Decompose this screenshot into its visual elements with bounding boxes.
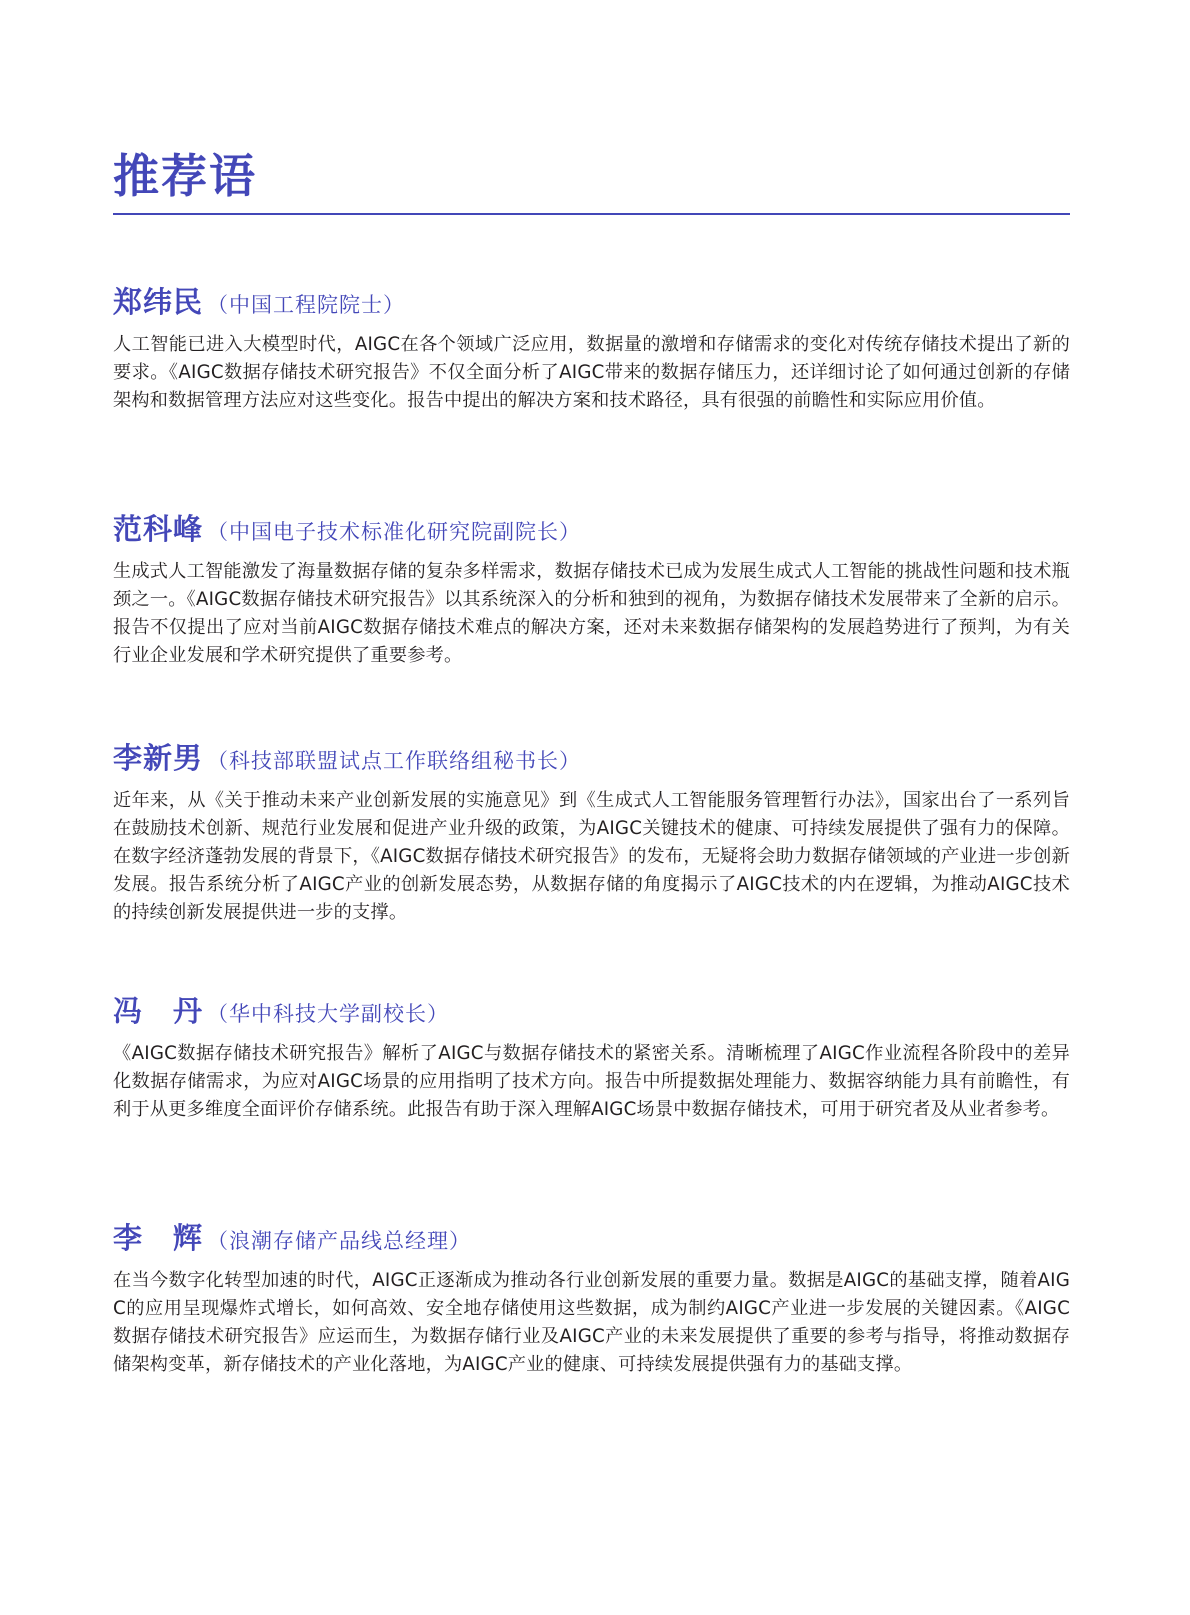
recommendation-text: 生成式人工智能激发了海量数据存储的复杂多样需求，数据存储技术已成为发展生成式人工智能的挑战性问题和技术瓶颈之一。《AIGC数据存储技术研究报告》以其系统深入的分析和独到的视角，为数据存储技术发展带来了全新的启示。报告不仅提出了应对当前AIGC数据存储技术难点的解决方案，还对未来数据存储架构的发展趋势进行了预判，为有关行业企业发展和学术研究提供了重要参考。 bbox=[113, 561, 1070, 666]
recommender-name: 李 辉 bbox=[113, 1221, 204, 1255]
recommendation-li-xinnan bbox=[113, 736, 1070, 927]
recommender-name: 冯 丹 bbox=[113, 994, 204, 1028]
recommendation-zheng-weimin bbox=[113, 280, 1070, 415]
recommender-name: 范科峰 bbox=[113, 512, 204, 546]
recommender-name: 李新男 bbox=[113, 741, 204, 775]
recommendation-li-hui bbox=[113, 1216, 1070, 1379]
recommendation-feng-dan bbox=[113, 989, 1070, 1124]
recommendation-fan-kefeng bbox=[113, 507, 1070, 670]
recommendation-text: 《AIGC数据存储技术研究报告》解析了AIGC与数据存储技术的紧密关系。清晰梳理了AIGC作业流程各阶段中的差异化数据存储需求，为应对AIGC场景的应用指明了技术方向。报告中所提数据处理能力、数据容纳能力具有前瞻性，有利于从更多维度全面评价存储系统。此报告有助于深入理解AIGC场景中数据存储技术，可用于研究者及从业者参考。 bbox=[113, 1043, 1070, 1120]
recommender-role: （华中科技大学副校长） bbox=[207, 1002, 450, 1026]
recommendation-heading bbox=[113, 736, 1070, 780]
recommendation-text: 人工智能已进入大模型时代，AIGC在各个领域广泛应用，数据量的激增和存储需求的变化对传统存储技术提出了新的要求。《AIGC数据存储技术研究报告》不仅全面分析了AIGC带来的数据存储压力，还详细讨论了如何通过创新的存储架构和数据管理方法应对这些变化。报告中提出的解决方案和技术路径，具有很强的前瞻性和实际应用价值。 bbox=[113, 334, 1070, 411]
recommendation-heading bbox=[113, 1216, 1070, 1260]
recommendation-heading bbox=[113, 989, 1070, 1033]
page-title: 推荐语 bbox=[113, 149, 257, 203]
title-divider bbox=[113, 213, 1070, 215]
recommendation-heading bbox=[113, 507, 1070, 551]
recommender-role: （浪潮存储产品线总经理） bbox=[207, 1229, 472, 1253]
recommender-name: 郑纬民 bbox=[113, 285, 204, 319]
recommender-role: （科技部联盟试点工作联络组秘书长） bbox=[207, 749, 582, 773]
recommendation-heading bbox=[113, 280, 1070, 324]
recommender-role: （中国工程院院士） bbox=[207, 293, 406, 317]
recommendation-text: 近年来，从《关于推动未来产业创新发展的实施意见》到《生成式人工智能服务管理暂行办法》，国家出台了一系列旨在鼓励技术创新、规范行业发展和促进产业升级的政策，为AIGC关键技术的健康、可持续发展提供了强有力的保障。在数字经济蓬勃发展的背景下，《AIGC数据存储技术研究报告》的发布，无疑将会助力数据存储领域的产业进一步创新发展。报告系统分析了AIGC产业的创新发展态势，从数据存储的角度揭示了AIGC技术的内在逻辑，为推动AIGC技术的持续创新发展提供进一步的支撑。 bbox=[113, 790, 1070, 923]
recommendation-text: 在当今数字化转型加速的时代，AIGC正逐渐成为推动各行业创新发展的重要力量。数据是AIGC的基础支撑，随着AIGC的应用呈现爆炸式增长，如何高效、安全地存储使用这些数据，成为制约AIGC产业进一步发展的关键因素。《AIGC数据存储技术研究报告》应运而生，为数据存储行业及AIGC产业的未来发展提供了重要的参考与指导，将推动数据存储架构变革，新存储技术的产业化落地，为AIGC产业的健康、可持续发展提供强有力的基础支撑。 bbox=[113, 1270, 1070, 1375]
recommender-role: （中国电子技术标准化研究院副院长） bbox=[207, 520, 582, 544]
